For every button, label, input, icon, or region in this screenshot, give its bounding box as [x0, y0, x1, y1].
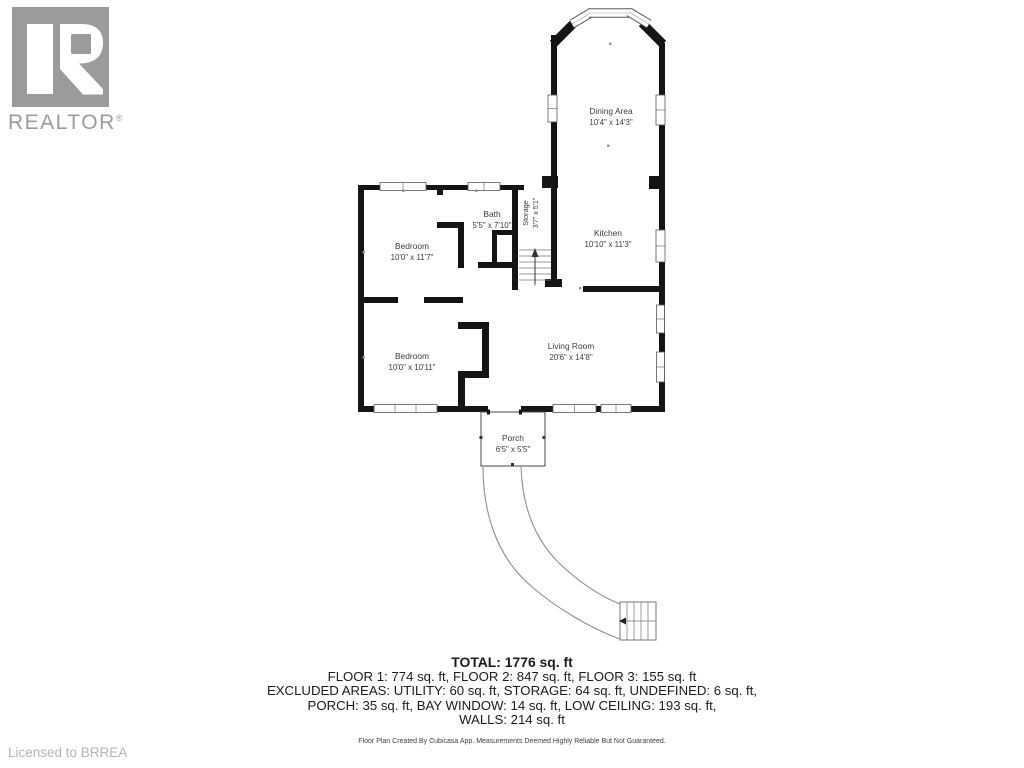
- room-dims-bedroom-1: 10'0" x 11'7": [390, 253, 434, 262]
- stairs-up-arrow-icon: [532, 248, 539, 257]
- bay-window-right: [629, 12, 649, 24]
- window: [553, 405, 596, 413]
- room-label-kitchen: Kitchen: [594, 228, 622, 238]
- window: [380, 183, 426, 191]
- entry-steps: [619, 602, 656, 640]
- door-jamb-mark: [487, 410, 490, 415]
- total-area-line: TOTAL: 1776 sq. ft: [451, 654, 573, 670]
- window: [656, 95, 665, 125]
- staircase: [519, 248, 551, 286]
- room-dims-porch: 6'5" x 5'5": [495, 445, 531, 454]
- license-text: Licensed to BRREA: [8, 745, 128, 760]
- excluded-areas-line: EXCLUDED AREAS: UTILITY: 60 sq. ft, STORAGE: 64 sq. ft, UNDEFINED: 6 sq. ft,: [266, 683, 758, 699]
- window: [657, 305, 665, 333]
- floors-line: FLOOR 1: 774 sq. ft, FLOOR 2: 847 sq. ft, FLOOR 3: 155 sq. ft: [327, 668, 697, 684]
- room-label-bedroom-2: Bedroom: [395, 351, 429, 361]
- bay-window: [553, 12, 663, 44]
- window: [468, 183, 500, 191]
- window: [601, 405, 631, 413]
- walkway-path: [483, 466, 620, 639]
- window: [374, 405, 437, 413]
- disclaimer-text: Floor Plan Created By Cubicasa App. Measurements Deemed Highly Reliable But Not Guaranteed.: [358, 737, 666, 745]
- walkway-edge-left: [483, 466, 620, 639]
- room-dims-bedroom-2: 10'0" x 10'11": [388, 363, 436, 372]
- window: [657, 352, 665, 382]
- room-dims-dining-area: 10'4" x 14'3": [589, 118, 633, 127]
- area-summary: [0, 655, 1024, 750]
- edge-mark: [543, 436, 546, 439]
- room-dims-living-room: 20'6" x 14'8": [549, 353, 593, 362]
- room-label-living-room: Living Room: [547, 341, 595, 351]
- room-dims-storage: 3'7" x 5'1": [533, 197, 540, 229]
- edge-mark: [480, 436, 483, 439]
- walls-line: WALLS: 214 sq. ft: [459, 712, 565, 728]
- window: [656, 230, 665, 262]
- bay-corner-wall-left: [553, 23, 574, 44]
- room-label-bedroom-1: Bedroom: [395, 241, 429, 251]
- excluded-areas-line-2: PORCH: 35 sq. ft, BAY WINDOW: 14 sq. ft, LOW CEILING: 193 sq. ft,: [307, 697, 717, 713]
- registered-mark: ®: [115, 113, 123, 123]
- room-label-dining-area: Dining Area: [589, 106, 633, 116]
- window: [548, 95, 557, 122]
- room-label-storage: Storage: [521, 200, 530, 226]
- room-label-bath: Bath: [483, 209, 501, 219]
- room-label-porch: Porch: [502, 433, 524, 443]
- room-dims-bath: 5'5" x 7'10": [472, 221, 512, 230]
- tick-marks: [363, 43, 612, 359]
- walkway-edge-right: [521, 466, 620, 604]
- door-jamb-mark: [519, 410, 522, 415]
- edge-mark: [511, 463, 514, 466]
- logo-word: REALTOR: [8, 111, 116, 134]
- room-dims-kitchen: 10'10" x 11'3": [584, 240, 632, 249]
- room-labels: [388, 106, 633, 454]
